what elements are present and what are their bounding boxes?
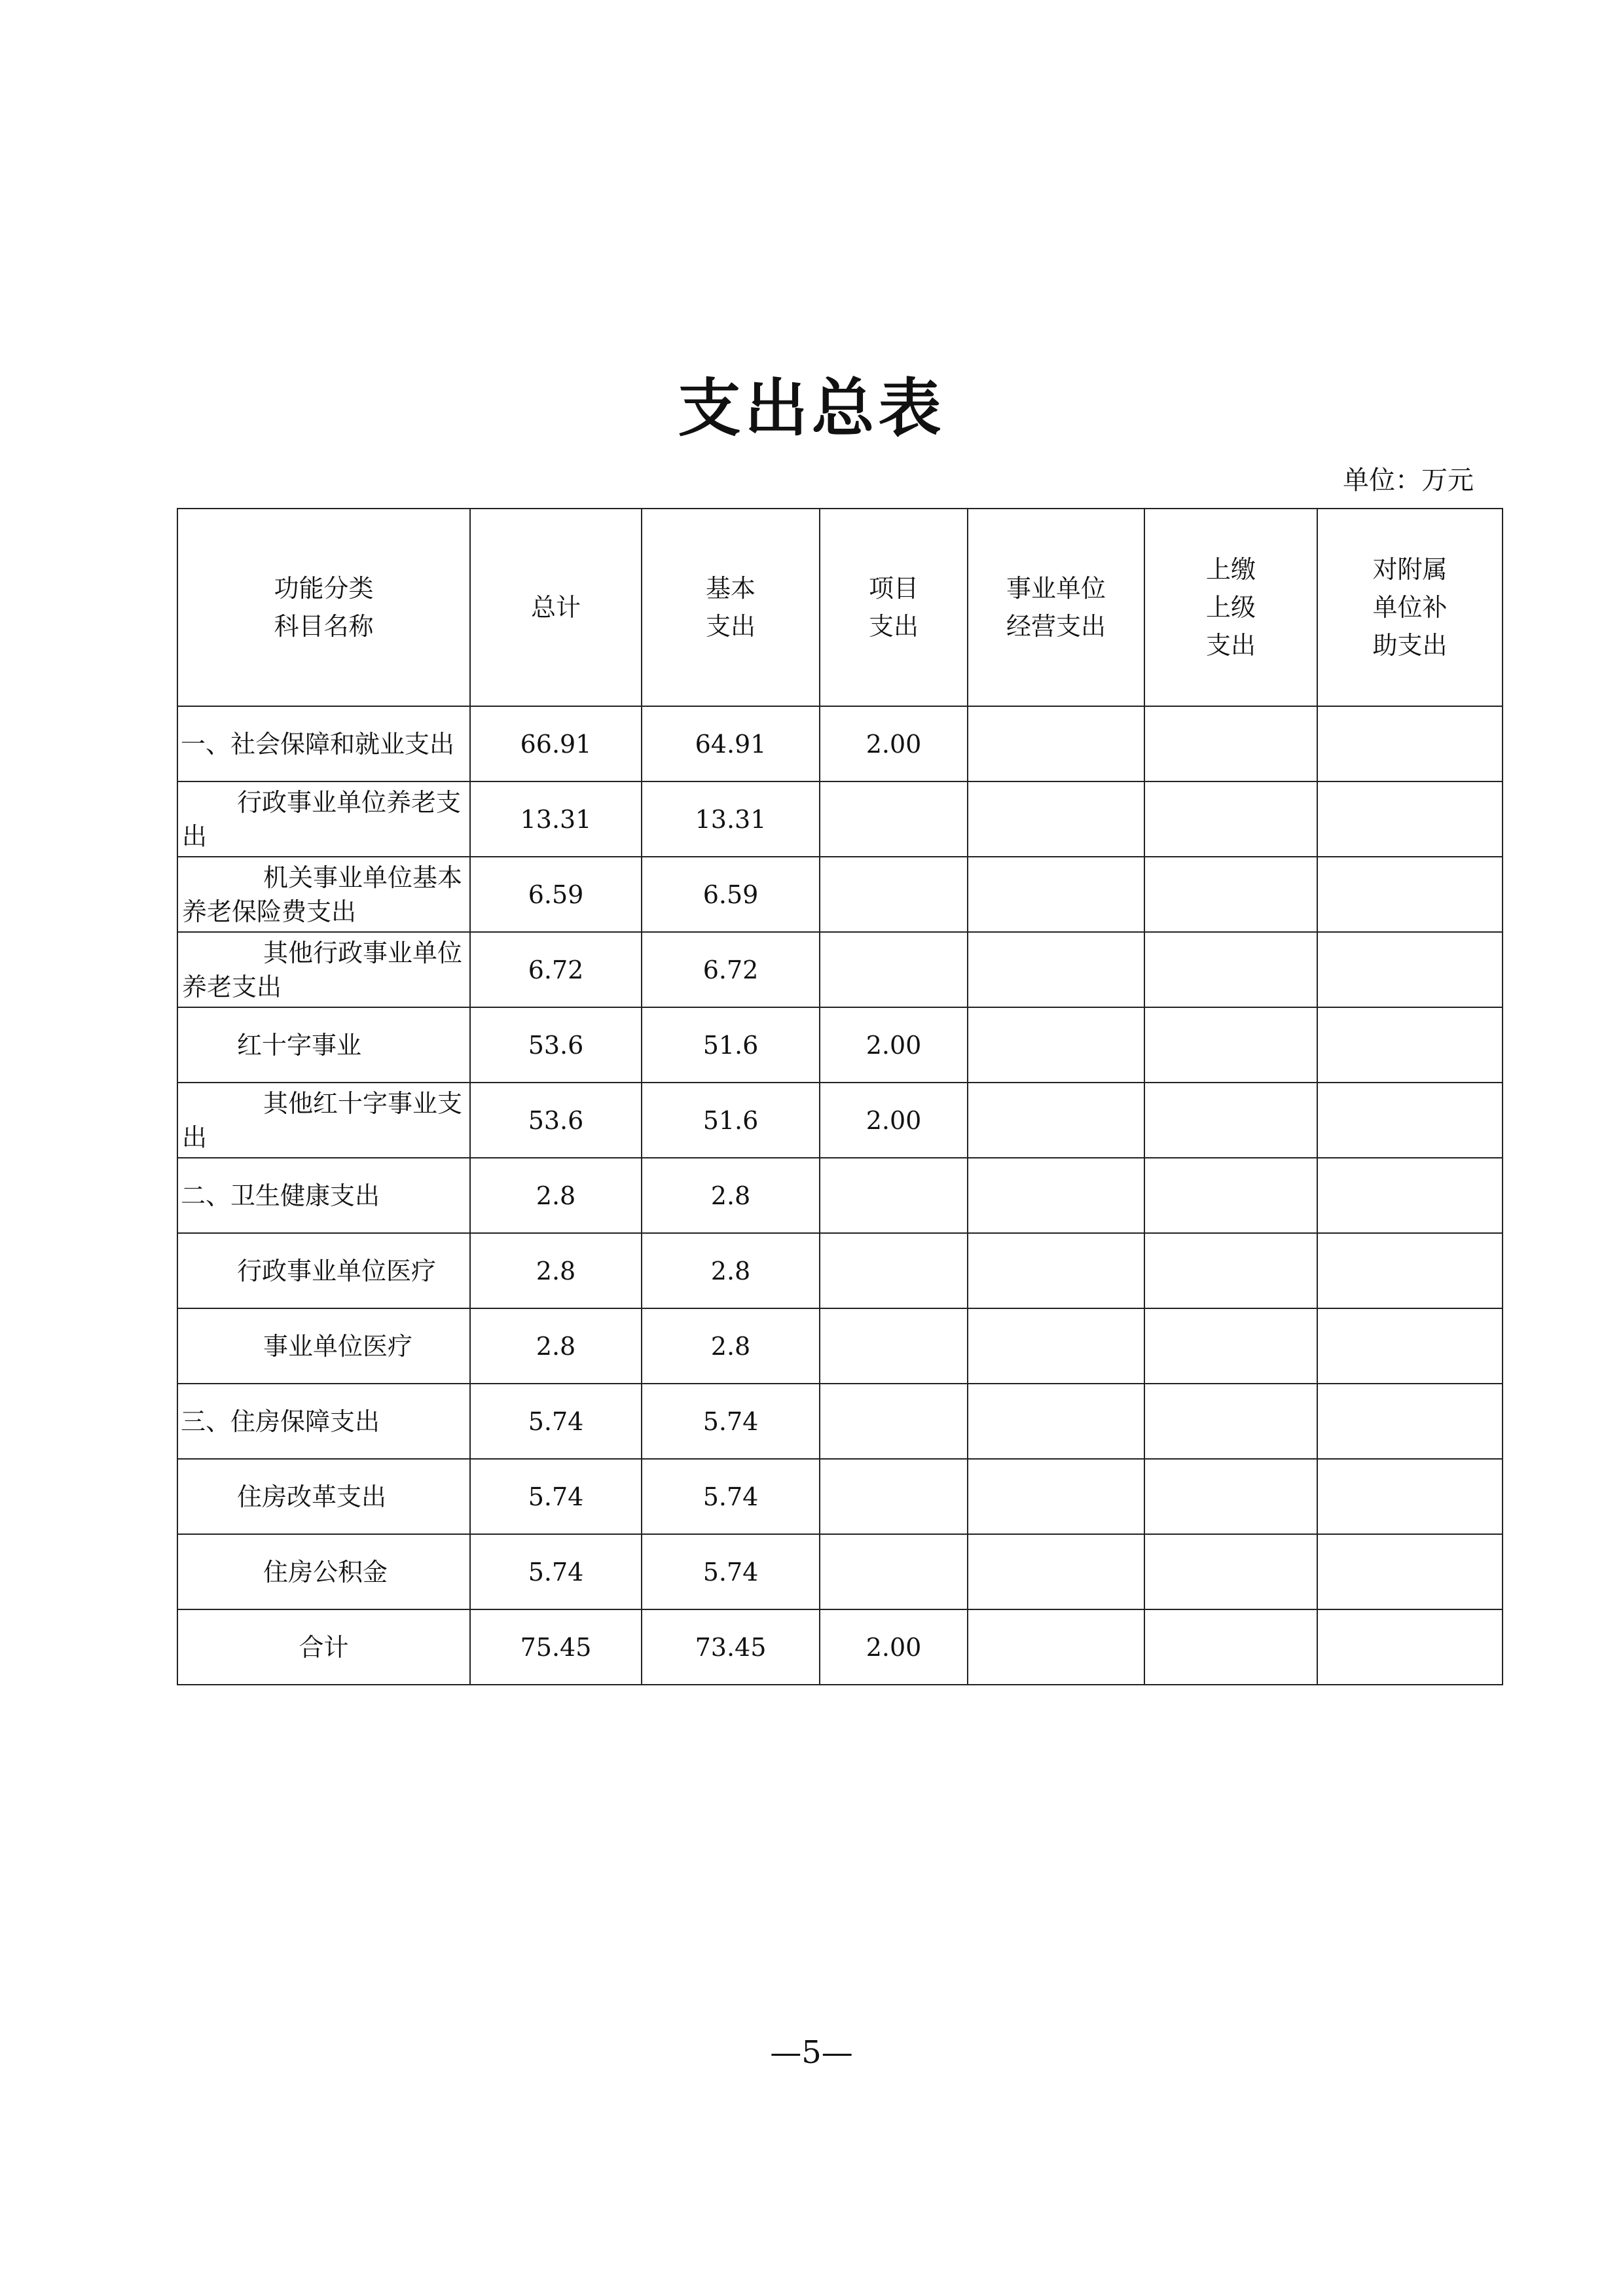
total-cell: 2.8	[470, 1308, 642, 1384]
project-expense-cell: 2.00	[820, 1007, 968, 1083]
enterprise-expense-cell	[968, 1083, 1144, 1158]
header-enterprise-expense: 事业单位 经营支出	[968, 509, 1144, 706]
basic-expense-cell: 6.72	[642, 932, 820, 1007]
project-expense-cell	[820, 1308, 968, 1384]
category-name-cell: 三、住房保障支出	[177, 1384, 470, 1459]
total-cell: 53.6	[470, 1007, 642, 1083]
category-name-cell: 机关事业单位基本养老保险费支出	[177, 857, 470, 932]
basic-expense-cell: 73.45	[642, 1609, 820, 1685]
basic-expense-cell: 2.8	[642, 1308, 820, 1384]
upper-level-expense-cell	[1144, 1083, 1317, 1158]
enterprise-expense-cell	[968, 706, 1144, 781]
table-row	[177, 1384, 1503, 1459]
enterprise-expense-cell	[968, 1459, 1144, 1534]
subsidiary-expense-cell	[1317, 1158, 1503, 1233]
total-cell: 6.72	[470, 932, 642, 1007]
category-name-cell: 合计	[177, 1609, 470, 1685]
total-cell: 13.31	[470, 781, 642, 857]
header-total: 总计	[470, 509, 642, 706]
table-row	[177, 1308, 1503, 1384]
page-number: —5—	[770, 2034, 853, 2071]
project-expense-cell	[820, 932, 968, 1007]
total-cell: 75.45	[470, 1609, 642, 1685]
total-cell: 2.8	[470, 1233, 642, 1308]
subsidiary-expense-cell	[1317, 1308, 1503, 1384]
upper-level-expense-cell	[1144, 1007, 1317, 1083]
basic-expense-cell: 2.8	[642, 1233, 820, 1308]
project-expense-cell: 2.00	[820, 1609, 968, 1685]
header-subsidiary-expense: 对附属 单位补 助支出	[1317, 509, 1503, 706]
subsidiary-expense-cell	[1317, 781, 1503, 857]
subsidiary-expense-cell	[1317, 1007, 1503, 1083]
upper-level-expense-cell	[1144, 1384, 1317, 1459]
enterprise-expense-cell	[968, 932, 1144, 1007]
total-cell: 6.59	[470, 857, 642, 932]
header-basic-expense: 基本 支出	[642, 509, 820, 706]
table-row	[177, 781, 1503, 857]
category-name-cell: 住房改革支出	[177, 1459, 470, 1534]
upper-level-expense-cell	[1144, 1158, 1317, 1233]
total-cell: 5.74	[470, 1459, 642, 1534]
upper-level-expense-cell	[1144, 1609, 1317, 1685]
project-expense-cell	[820, 1158, 968, 1233]
table-row	[177, 1083, 1503, 1158]
subsidiary-expense-cell	[1317, 857, 1503, 932]
enterprise-expense-cell	[968, 1609, 1144, 1685]
category-name-cell: 事业单位医疗	[177, 1308, 470, 1384]
category-name-cell: 其他红十字事业支出	[177, 1083, 470, 1158]
table-total-row	[177, 1609, 1503, 1685]
enterprise-expense-cell	[968, 1384, 1144, 1459]
project-expense-cell	[820, 1384, 968, 1459]
header-category-name: 功能分类 科目名称	[177, 509, 470, 706]
category-name-cell: 行政事业单位养老支出	[177, 781, 470, 857]
upper-level-expense-cell	[1144, 1308, 1317, 1384]
enterprise-expense-cell	[968, 1007, 1144, 1083]
subsidiary-expense-cell	[1317, 932, 1503, 1007]
upper-level-expense-cell	[1144, 932, 1317, 1007]
table-row	[177, 706, 1503, 781]
project-expense-cell: 2.00	[820, 706, 968, 781]
upper-level-expense-cell	[1144, 781, 1317, 857]
category-name-cell: 行政事业单位医疗	[177, 1233, 470, 1308]
total-cell: 66.91	[470, 706, 642, 781]
category-name-cell: 住房公积金	[177, 1534, 470, 1609]
basic-expense-cell: 13.31	[642, 781, 820, 857]
subsidiary-expense-cell	[1317, 706, 1503, 781]
total-cell: 53.6	[470, 1083, 642, 1158]
upper-level-expense-cell	[1144, 857, 1317, 932]
header-project-expense: 项目 支出	[820, 509, 968, 706]
header-upper-level-expense: 上缴 上级 支出	[1144, 509, 1317, 706]
category-name-cell: 其他行政事业单位养老支出	[177, 932, 470, 1007]
project-expense-cell: 2.00	[820, 1083, 968, 1158]
subsidiary-expense-cell	[1317, 1233, 1503, 1308]
table-row	[177, 1459, 1503, 1534]
table-row	[177, 1158, 1503, 1233]
category-name-cell: 红十字事业	[177, 1007, 470, 1083]
upper-level-expense-cell	[1144, 706, 1317, 781]
basic-expense-cell: 51.6	[642, 1083, 820, 1158]
basic-expense-cell: 2.8	[642, 1158, 820, 1233]
project-expense-cell	[820, 857, 968, 932]
total-cell: 2.8	[470, 1158, 642, 1233]
enterprise-expense-cell	[968, 1158, 1144, 1233]
table-header-row	[177, 509, 1503, 706]
table-row	[177, 1534, 1503, 1609]
enterprise-expense-cell	[968, 781, 1144, 857]
table-row	[177, 932, 1503, 1007]
category-name-cell: 一、社会保障和就业支出	[177, 706, 470, 781]
total-cell: 5.74	[470, 1384, 642, 1459]
page-title: 支出总表	[678, 371, 945, 445]
table-row	[177, 1233, 1503, 1308]
total-cell: 5.74	[470, 1534, 642, 1609]
expense-summary-table	[177, 508, 1503, 1685]
upper-level-expense-cell	[1144, 1233, 1317, 1308]
subsidiary-expense-cell	[1317, 1083, 1503, 1158]
enterprise-expense-cell	[968, 857, 1144, 932]
upper-level-expense-cell	[1144, 1534, 1317, 1609]
basic-expense-cell: 5.74	[642, 1384, 820, 1459]
enterprise-expense-cell	[968, 1308, 1144, 1384]
basic-expense-cell: 5.74	[642, 1459, 820, 1534]
basic-expense-cell: 51.6	[642, 1007, 820, 1083]
project-expense-cell	[820, 1459, 968, 1534]
table-row	[177, 857, 1503, 932]
subsidiary-expense-cell	[1317, 1534, 1503, 1609]
basic-expense-cell: 5.74	[642, 1534, 820, 1609]
basic-expense-cell: 6.59	[642, 857, 820, 932]
upper-level-expense-cell	[1144, 1459, 1317, 1534]
project-expense-cell	[820, 1534, 968, 1609]
enterprise-expense-cell	[968, 1233, 1144, 1308]
table-row	[177, 1007, 1503, 1083]
project-expense-cell	[820, 1233, 968, 1308]
basic-expense-cell: 64.91	[642, 706, 820, 781]
project-expense-cell	[820, 781, 968, 857]
category-name-cell: 二、卫生健康支出	[177, 1158, 470, 1233]
unit-label: 单位：万元	[1343, 465, 1474, 495]
subsidiary-expense-cell	[1317, 1384, 1503, 1459]
subsidiary-expense-cell	[1317, 1609, 1503, 1685]
enterprise-expense-cell	[968, 1534, 1144, 1609]
subsidiary-expense-cell	[1317, 1459, 1503, 1534]
